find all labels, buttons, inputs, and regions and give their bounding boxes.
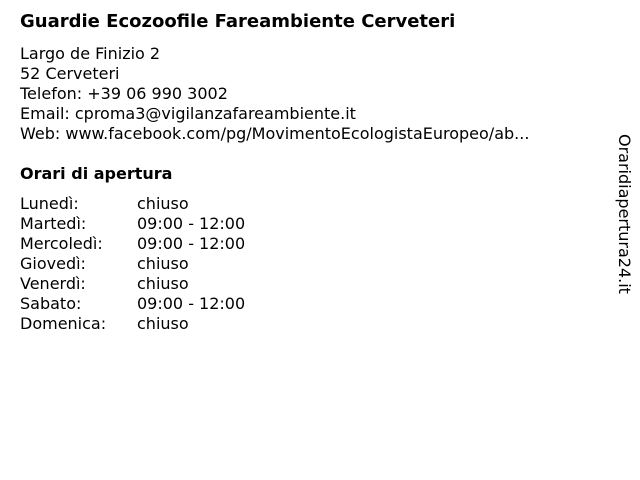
- contact-block: [20, 44, 529, 144]
- site-watermark: Oraridiapertura24.it: [615, 134, 634, 294]
- day-hours: chiuso: [137, 314, 189, 333]
- day-label: Venerdì:: [20, 274, 86, 293]
- day-label: Lunedì:: [20, 194, 79, 213]
- address-line-1: Largo de Finizio 2: [20, 44, 161, 63]
- web-line: Web: www.facebook.com/pg/MovimentoEcologistaEuropeo/ab...: [20, 124, 530, 143]
- hours-row-wednesday: [20, 234, 245, 254]
- day-hours: 09:00 - 12:00: [137, 234, 246, 253]
- day-label: Sabato:: [20, 294, 82, 313]
- day-label: Domenica:: [20, 314, 107, 333]
- hours-row-thursday: [20, 254, 245, 274]
- email-line: Email: cproma3@vigilanzafareambiente.it: [20, 104, 356, 123]
- phone-line: Telefon: +39 06 990 3002: [20, 84, 228, 103]
- day-hours: chiuso: [137, 254, 189, 273]
- hours-row-tuesday: [20, 214, 245, 234]
- hours-row-monday: [20, 194, 245, 214]
- day-hours: 09:00 - 12:00: [137, 214, 246, 233]
- day-label: Mercoledì:: [20, 234, 103, 253]
- hours-row-friday: [20, 274, 245, 294]
- day-hours: 09:00 - 12:00: [137, 294, 246, 313]
- business-name: Guardie Ecozoofile Fareambiente Cerveteri: [20, 11, 456, 32]
- hours-row-sunday: [20, 314, 245, 334]
- address-line-2: 52 Cerveteri: [20, 64, 120, 83]
- hours-row-saturday: [20, 294, 245, 314]
- opening-hours-heading: Orari di apertura: [20, 164, 173, 183]
- opening-hours-table: [20, 194, 245, 334]
- day-hours: chiuso: [137, 194, 189, 213]
- day-hours: chiuso: [137, 274, 189, 293]
- day-label: Giovedì:: [20, 254, 86, 273]
- day-label: Martedì:: [20, 214, 87, 233]
